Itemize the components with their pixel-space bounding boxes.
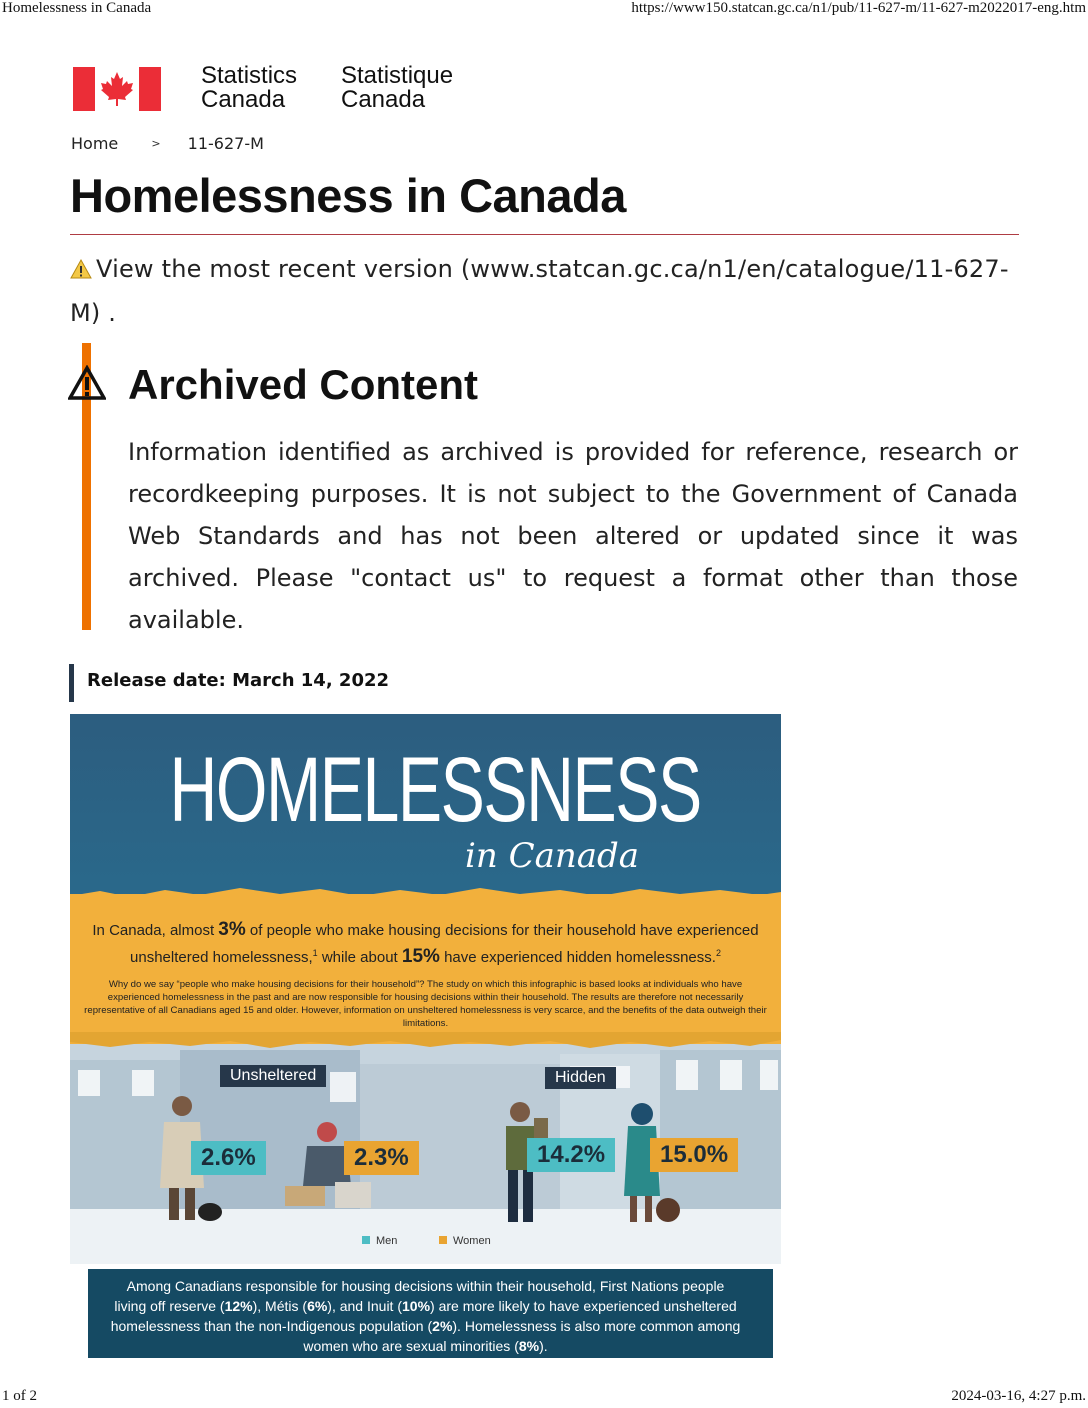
infographic-note: Why do we say “people who make housing decisions for their household”? The study on which this infographic is based looks at individuals who have experienced homelessness in the past and are now responsible for housing decisions within their household. The results are therefore not necessarily representative of all Canadians aged 15 and older. However, information on unsheltered homelessness is very scarce, and the benefits of the data outweigh their limitations. xyxy=(84,979,767,1029)
archived-body: Information identified as archived is provided for reference, research or recordkeeping purposes. It is not subject to the Government of Canada Web Standards and has not been altered or updated since it was archived. Please "contact us" to request a format other than those available. xyxy=(128,438,1018,634)
bottom-part: ), and Inuit ( xyxy=(327,1298,402,1314)
lead-part: of people who make housing decisions for their household have experienced unsheltered homelessness, xyxy=(130,922,759,966)
release-date-block xyxy=(69,664,389,702)
lead-hidden-pct: 15% xyxy=(401,946,440,967)
legend-swatch-men xyxy=(362,1236,370,1244)
bottom-part: ), Métis ( xyxy=(252,1298,308,1314)
wordmark-en-line2: Canada xyxy=(201,86,286,113)
breadcrumb-separator: > xyxy=(151,137,161,150)
legend-women-label: Women xyxy=(453,1235,491,1247)
lead-part: have experienced hidden homelessness. xyxy=(439,949,716,966)
lead-part: In Canada, almost xyxy=(92,922,219,939)
title-divider xyxy=(70,234,1019,235)
infographic-lead xyxy=(90,918,761,969)
wordmark-fr-line1: Statistique xyxy=(341,62,454,89)
bottom-part: ). Homelessness is also more common among women who are sexual minorities ( xyxy=(303,1318,741,1354)
release-date: Release date: March 14, 2022 xyxy=(87,670,390,691)
page-title: Homelessness in Canada xyxy=(70,169,626,222)
print-header-title: Homelessness in Canada xyxy=(2,0,152,16)
label-unsheltered: Unsheltered xyxy=(220,1065,326,1087)
statcan-logo[interactable] xyxy=(73,64,473,116)
breadcrumb-home-link[interactable]: Home xyxy=(71,134,119,153)
infographic-title: HOMELESSNESS xyxy=(169,739,701,841)
bottom-part: ). xyxy=(539,1338,548,1354)
first-nations-pct: 12% xyxy=(224,1298,253,1314)
print-footer xyxy=(0,1388,1088,1406)
wordmark-fr-line2: Canada xyxy=(341,86,426,113)
stat-hidden-women: 15.0% xyxy=(650,1138,738,1172)
print-footer-page: 1 of 2 xyxy=(2,1388,37,1404)
breadcrumb-11-627-m-link[interactable]: 11-627-M xyxy=(187,134,264,153)
stat-unsheltered-women: 2.3% xyxy=(344,1141,419,1175)
metis-pct: 6% xyxy=(307,1298,328,1314)
archived-content-notice xyxy=(68,343,1020,634)
legend-men xyxy=(362,1235,397,1247)
label-hidden: Hidden xyxy=(545,1067,616,1089)
legend-men-label: Men xyxy=(376,1235,398,1247)
archived-heading: Archived Content xyxy=(128,361,479,408)
non-indigenous-pct: 2% xyxy=(432,1318,453,1334)
stat-unsheltered-men: 2.6% xyxy=(191,1141,266,1175)
footnote-2: 2 xyxy=(715,948,721,958)
lead-unsheltered-pct: 3% xyxy=(218,919,246,940)
infographic-subtitle: in Canada xyxy=(465,836,640,876)
canada-flag-icon xyxy=(73,67,161,111)
lead-part: while about xyxy=(317,949,402,966)
warning-triangle-icon xyxy=(68,365,106,405)
wordmark-french xyxy=(341,64,453,112)
warning-icon xyxy=(70,250,92,292)
torn-paper-edge-bottom xyxy=(70,1032,781,1052)
wordmark-en-line1: Statistics xyxy=(201,62,298,89)
bottom-part: ) are more likely to have experienced unsheltered homelessness than the non-Indigenous population ( xyxy=(110,1298,737,1334)
footnote-1: 1 xyxy=(312,948,318,958)
sexual-minority-women-pct: 8% xyxy=(518,1338,540,1354)
infographic-indigenous-text xyxy=(110,1276,741,1356)
legend-women xyxy=(439,1235,491,1247)
legend-swatch-women xyxy=(439,1236,447,1244)
recent-version-notice xyxy=(70,248,1020,334)
print-header xyxy=(0,0,1088,18)
breadcrumb xyxy=(71,134,264,153)
recent-version-link[interactable]: View the most recent version (www.statcan.gc.ca/n1/en/catalogue/11-627-M) . xyxy=(70,255,1009,327)
homelessness-infographic xyxy=(70,714,781,1358)
bottom-part: Among Canadians responsible for housing decisions within their household, First Nations people living off reserve ( xyxy=(114,1278,725,1314)
wordmark-english xyxy=(201,64,297,112)
print-footer-timestamp: 2024-03-16, 4:27 p.m. xyxy=(951,1388,1086,1404)
stat-hidden-men: 14.2% xyxy=(527,1138,615,1172)
print-header-url: https://www150.statcan.gc.ca/n1/pub/11-627-m/11-627-m2022017-eng.htm xyxy=(631,0,1086,16)
inuit-pct: 10% xyxy=(402,1298,431,1314)
